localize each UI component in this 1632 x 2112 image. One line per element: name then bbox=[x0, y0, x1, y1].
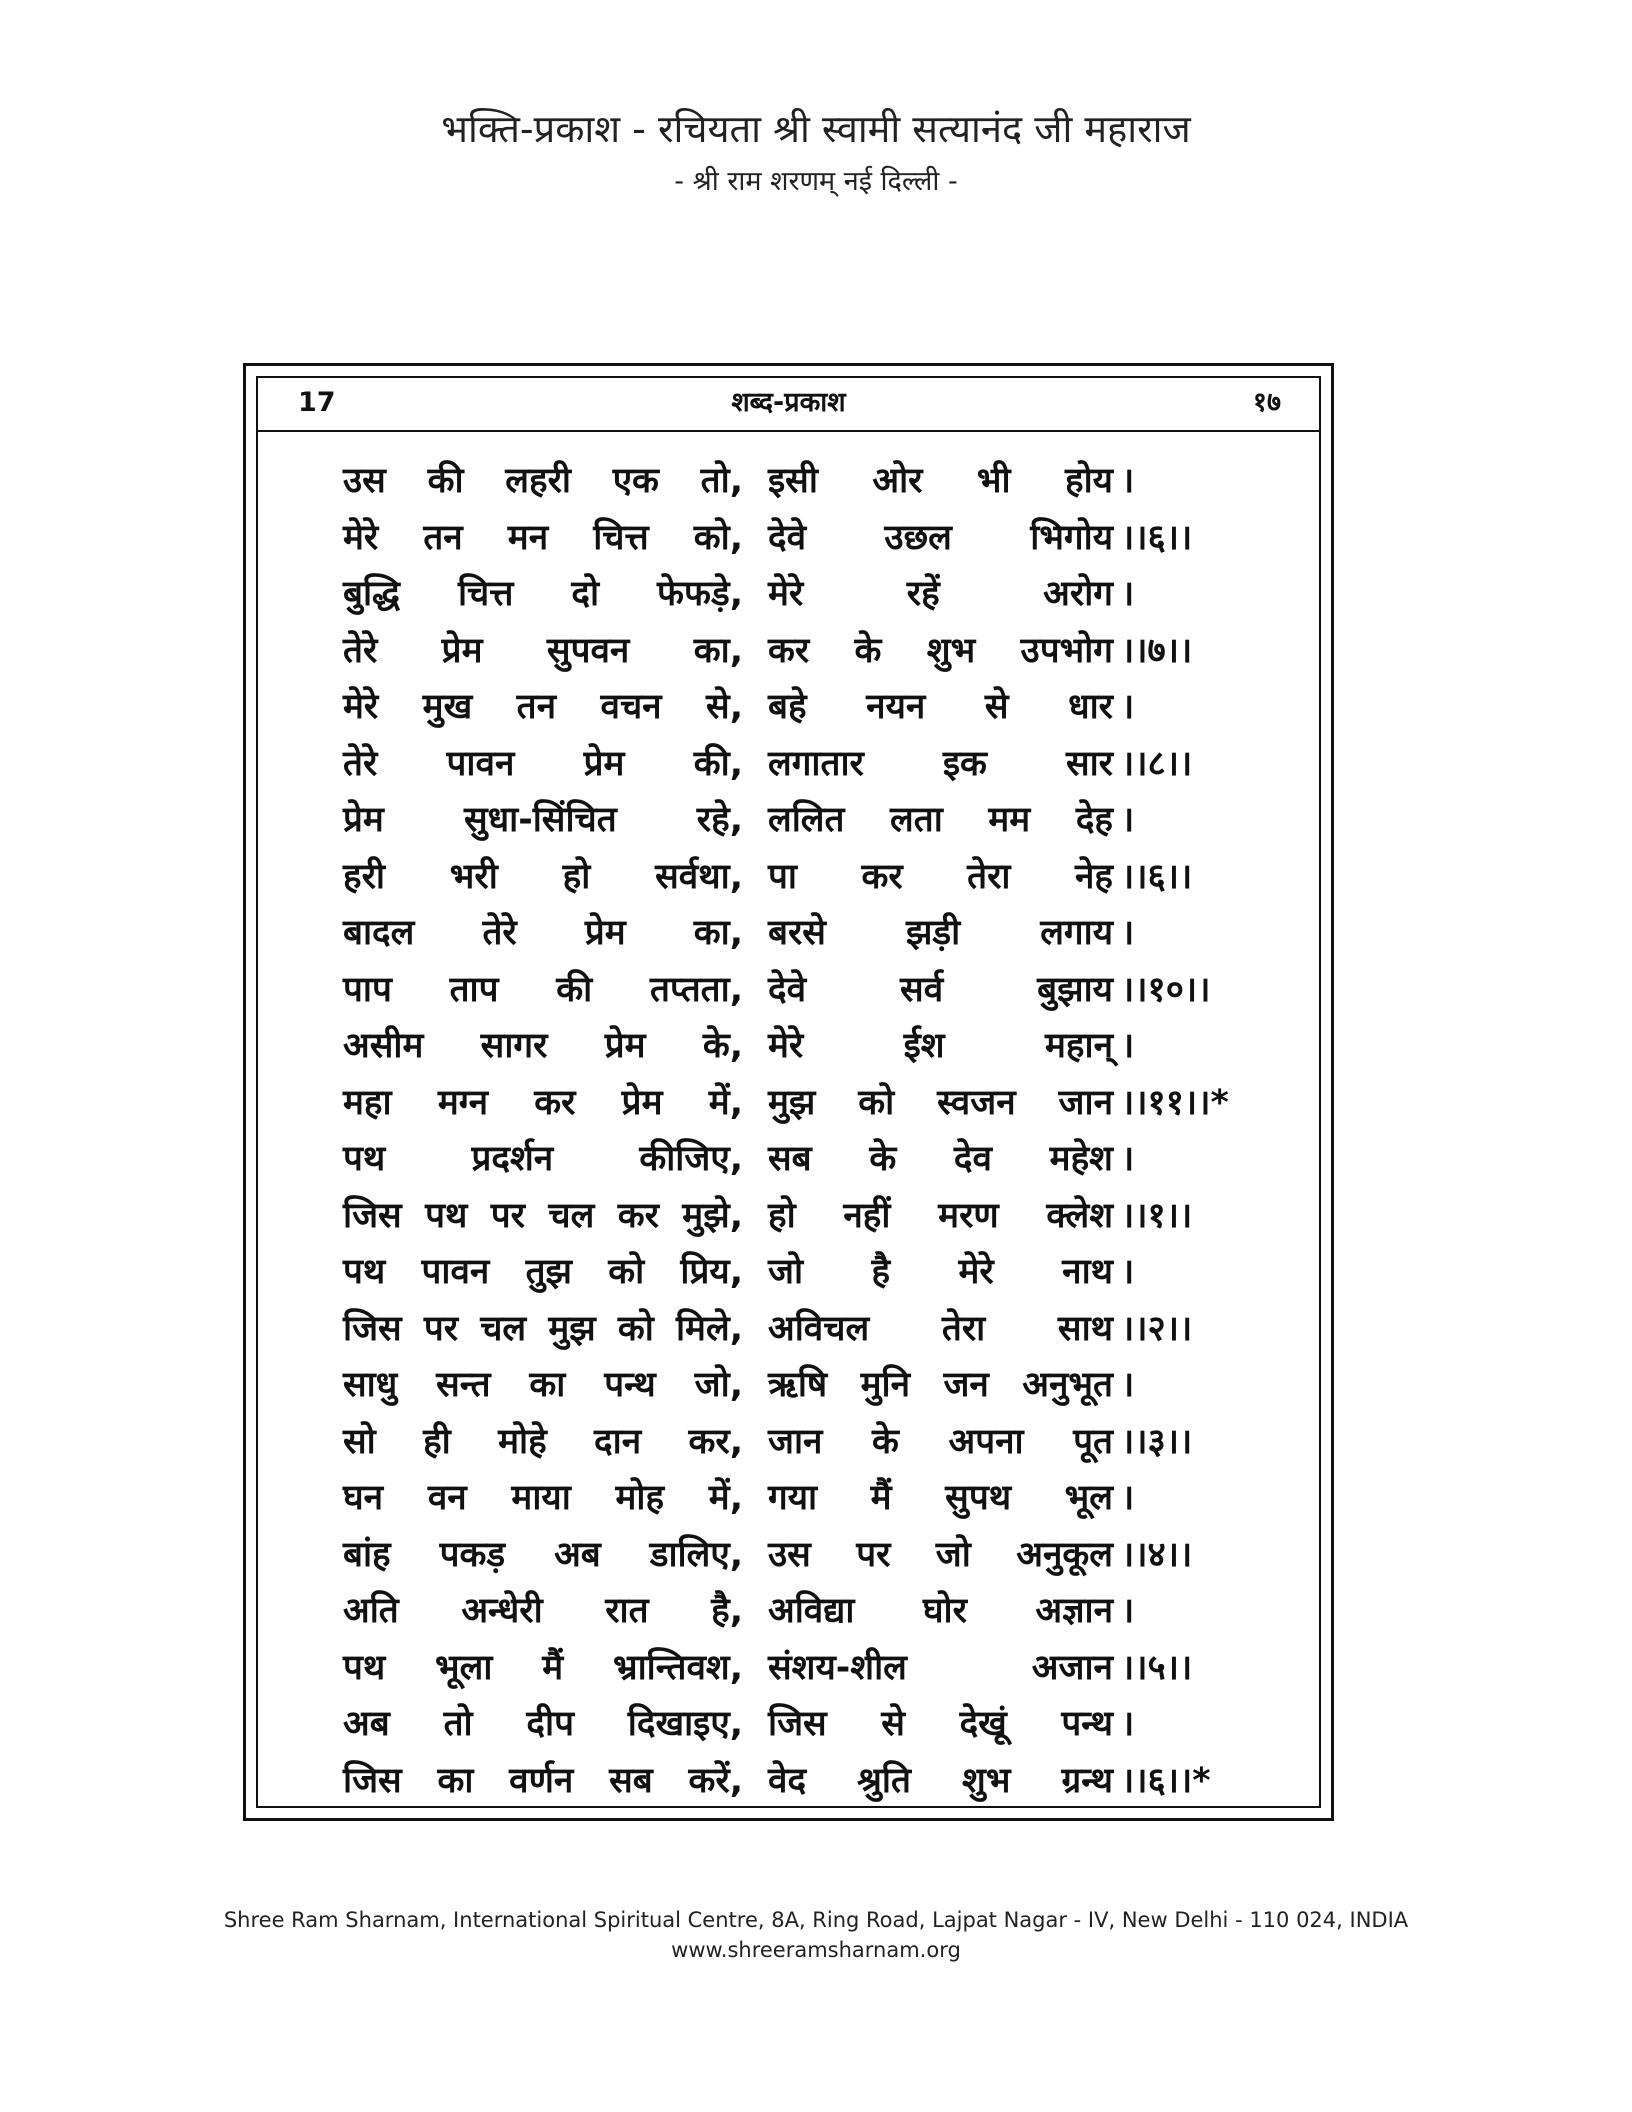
verse-line bbox=[343, 1470, 1283, 1527]
verse-first-half: बांह पकड़ अब डालिए, bbox=[343, 1534, 743, 1575]
book-title: भक्ति-प्रकाश - रचियता श्री स्वामी सत्यानंद जी महाराज bbox=[441, 107, 1191, 151]
verse-line bbox=[343, 849, 1283, 906]
verse-second-half: ललित लता मम देह bbox=[768, 800, 1113, 840]
verse-second-half: गया मैं सुपथ भूल bbox=[768, 1478, 1113, 1518]
verse-number-mark: । bbox=[1121, 574, 1135, 614]
document-footer bbox=[0, 1905, 1632, 1965]
verse-second-half: अविद्या घोर अज्ञान bbox=[768, 1591, 1113, 1631]
verse-number-mark: । bbox=[1121, 800, 1135, 840]
verse-second-half: उस पर जो अनुकूल bbox=[768, 1534, 1113, 1575]
verse-line bbox=[343, 1244, 1283, 1301]
verse-first-half: अब तो दीप दिखाइए, bbox=[343, 1704, 743, 1744]
verse-number-mark: । bbox=[1121, 687, 1135, 727]
verse-line bbox=[343, 1527, 1283, 1584]
verse-line bbox=[343, 1188, 1283, 1245]
section-heading: शब्द-प्रकाश bbox=[731, 387, 846, 418]
verse-number-mark: ।।२।। bbox=[1121, 1308, 1193, 1349]
verse-line bbox=[343, 1357, 1283, 1414]
verse-number-mark: ।।७।। bbox=[1121, 630, 1193, 671]
verse-second-half: बरसे झड़ी लगाय bbox=[768, 913, 1113, 953]
verse-first-half: तेरे प्रेम सुपवन का, bbox=[343, 630, 743, 671]
verse-line bbox=[343, 1583, 1283, 1640]
verse-line bbox=[343, 679, 1283, 736]
verse-number-mark: । bbox=[1121, 1591, 1135, 1631]
verse-second-half: लगातार इक सार bbox=[768, 743, 1113, 784]
verse-first-half: बुद्धि चित्त दो फेफड़े, bbox=[343, 574, 743, 614]
verse-first-half: पथ पावन तुझ को प्रिय, bbox=[343, 1252, 743, 1292]
verse-number-mark: ।।१०।। bbox=[1121, 969, 1211, 1010]
verse-line bbox=[343, 1131, 1283, 1188]
verse-second-half: इसी ओर भी होय bbox=[768, 461, 1113, 501]
verse-line bbox=[343, 1301, 1283, 1358]
verse-number-mark: ।।६।। bbox=[1121, 517, 1193, 558]
verse-second-half: संशय-शील अजान bbox=[768, 1647, 1113, 1688]
verse-line bbox=[343, 566, 1283, 623]
verse-second-half: वेद श्रुति शुभ ग्रन्थ bbox=[768, 1760, 1113, 1801]
verse-first-half: जिस पर चल मुझ को मिले, bbox=[343, 1308, 743, 1349]
verse-number-mark: । bbox=[1121, 1026, 1135, 1066]
verse-number-mark: । bbox=[1121, 461, 1135, 501]
verse-first-half: मेरे तन मन चित्त को, bbox=[343, 517, 743, 558]
verse-first-half: घन वन माया मोह में, bbox=[343, 1478, 743, 1518]
verse-line bbox=[343, 962, 1283, 1019]
verse-first-half: हरी भरी हो सर्वथा, bbox=[343, 856, 743, 897]
verse-second-half: जान के अपना पूत bbox=[768, 1421, 1113, 1462]
verse-number-mark: । bbox=[1121, 1365, 1135, 1405]
verse-first-half: साधु सन्त का पन्थ जो, bbox=[343, 1365, 743, 1405]
page-frame-inner bbox=[256, 376, 1321, 1808]
verse-number-mark: । bbox=[1121, 913, 1135, 953]
verse-number-mark: ।।४।। bbox=[1121, 1534, 1193, 1575]
verse-first-half: पथ प्रदर्शन कीजिए, bbox=[343, 1139, 743, 1179]
verse-second-half: मुझ को स्वजन जान bbox=[768, 1082, 1113, 1123]
footer-address: Shree Ram Sharnam, International Spiritual Centre, 8A, Ring Road, Lajpat Nagar - IV, New Delhi - 110 024, INDIA bbox=[223, 1908, 1409, 1932]
verse-number-mark: ।।८।। bbox=[1121, 743, 1193, 784]
verse-second-half: ऋषि मुनि जन अनुभूत bbox=[768, 1365, 1113, 1405]
verse-second-half: देवे उछल भिगोय bbox=[768, 517, 1113, 558]
verse-line bbox=[343, 792, 1283, 849]
verse-first-half: प्रेम सुधा-सिंचित रहे, bbox=[343, 800, 743, 840]
verse-second-half: पा कर तेरा नेह bbox=[768, 856, 1113, 897]
verse-line bbox=[343, 510, 1283, 567]
verse-number-mark: । bbox=[1121, 1478, 1135, 1518]
verse-second-half: मेरे ईश महान् bbox=[768, 1026, 1113, 1066]
verse-first-half: महा मग्न कर प्रेम में, bbox=[343, 1082, 743, 1123]
verse-line bbox=[343, 1640, 1283, 1697]
verse-second-half: कर के शुभ उपभोग bbox=[768, 630, 1113, 671]
verse-first-half: पाप ताप की तप्तता, bbox=[343, 969, 743, 1010]
verse-number-mark: । bbox=[1121, 1704, 1135, 1744]
page-number-latin: 17 bbox=[298, 387, 336, 418]
verse-list bbox=[343, 453, 1283, 1809]
page-frame bbox=[243, 363, 1334, 1821]
document-header bbox=[0, 104, 1632, 200]
verse-first-half: उस की लहरी एक तो, bbox=[343, 461, 743, 501]
verse-second-half: बहे नयन से धार bbox=[768, 687, 1113, 727]
verse-second-half: हो नहीं मरण क्लेश bbox=[768, 1195, 1113, 1236]
verse-second-half: जिस से देखूं पन्थ bbox=[768, 1704, 1113, 1744]
verse-number-mark: । bbox=[1121, 1139, 1135, 1179]
verse-line bbox=[343, 623, 1283, 680]
page-number-devanagari: १७ bbox=[1252, 387, 1281, 418]
verse-number-mark: ।।५।। bbox=[1121, 1647, 1193, 1688]
verse-line bbox=[343, 1414, 1283, 1471]
verse-first-half: अति अन्धेरी रात है, bbox=[343, 1591, 743, 1631]
verse-second-half: सब के देव महेश bbox=[768, 1139, 1113, 1179]
verse-line bbox=[343, 736, 1283, 793]
verse-second-half: जो है मेरे नाथ bbox=[768, 1252, 1113, 1292]
verse-second-half: मेरे रहें अरोग bbox=[768, 574, 1113, 614]
verse-first-half: मेरे मुख तन वचन से, bbox=[343, 687, 743, 727]
verse-number-mark: ।।६।। bbox=[1121, 856, 1193, 897]
verse-first-half: सो ही मोहे दान कर, bbox=[343, 1421, 743, 1462]
verse-number-mark: ।।१।। bbox=[1121, 1195, 1193, 1236]
verse-number-mark: ।।६।।* bbox=[1121, 1760, 1211, 1801]
verse-first-half: पथ भूला मैं भ्रान्तिवश, bbox=[343, 1647, 743, 1688]
verse-number-mark: ।।३।। bbox=[1121, 1421, 1193, 1462]
verse-number-mark: ।।११।।* bbox=[1121, 1082, 1229, 1123]
footer-website: www.shreeramsharnam.org bbox=[671, 1938, 961, 1962]
verse-line bbox=[343, 1075, 1283, 1132]
verse-first-half: बादल तेरे प्रेम का, bbox=[343, 913, 743, 953]
verse-line bbox=[343, 453, 1283, 510]
verse-line bbox=[343, 1696, 1283, 1753]
verse-line bbox=[343, 1018, 1283, 1075]
verse-second-half: अविचल तेरा साथ bbox=[768, 1308, 1113, 1349]
page-heading-bar bbox=[258, 378, 1319, 432]
verse-first-half: जिस का वर्णन सब करें, bbox=[343, 1760, 743, 1801]
verse-first-half: तेरे पावन प्रेम की, bbox=[343, 743, 743, 784]
verse-line bbox=[343, 905, 1283, 962]
verse-first-half: असीम सागर प्रेम के, bbox=[343, 1026, 743, 1066]
verse-number-mark: । bbox=[1121, 1252, 1135, 1292]
verse-first-half: जिस पथ पर चल कर मुझे, bbox=[343, 1195, 743, 1236]
verse-second-half: देवे सर्व बुझाय bbox=[768, 969, 1113, 1010]
verse-line bbox=[343, 1753, 1283, 1810]
publisher-line: - श्री राम शरणम् नई दिल्ली - bbox=[674, 166, 958, 197]
